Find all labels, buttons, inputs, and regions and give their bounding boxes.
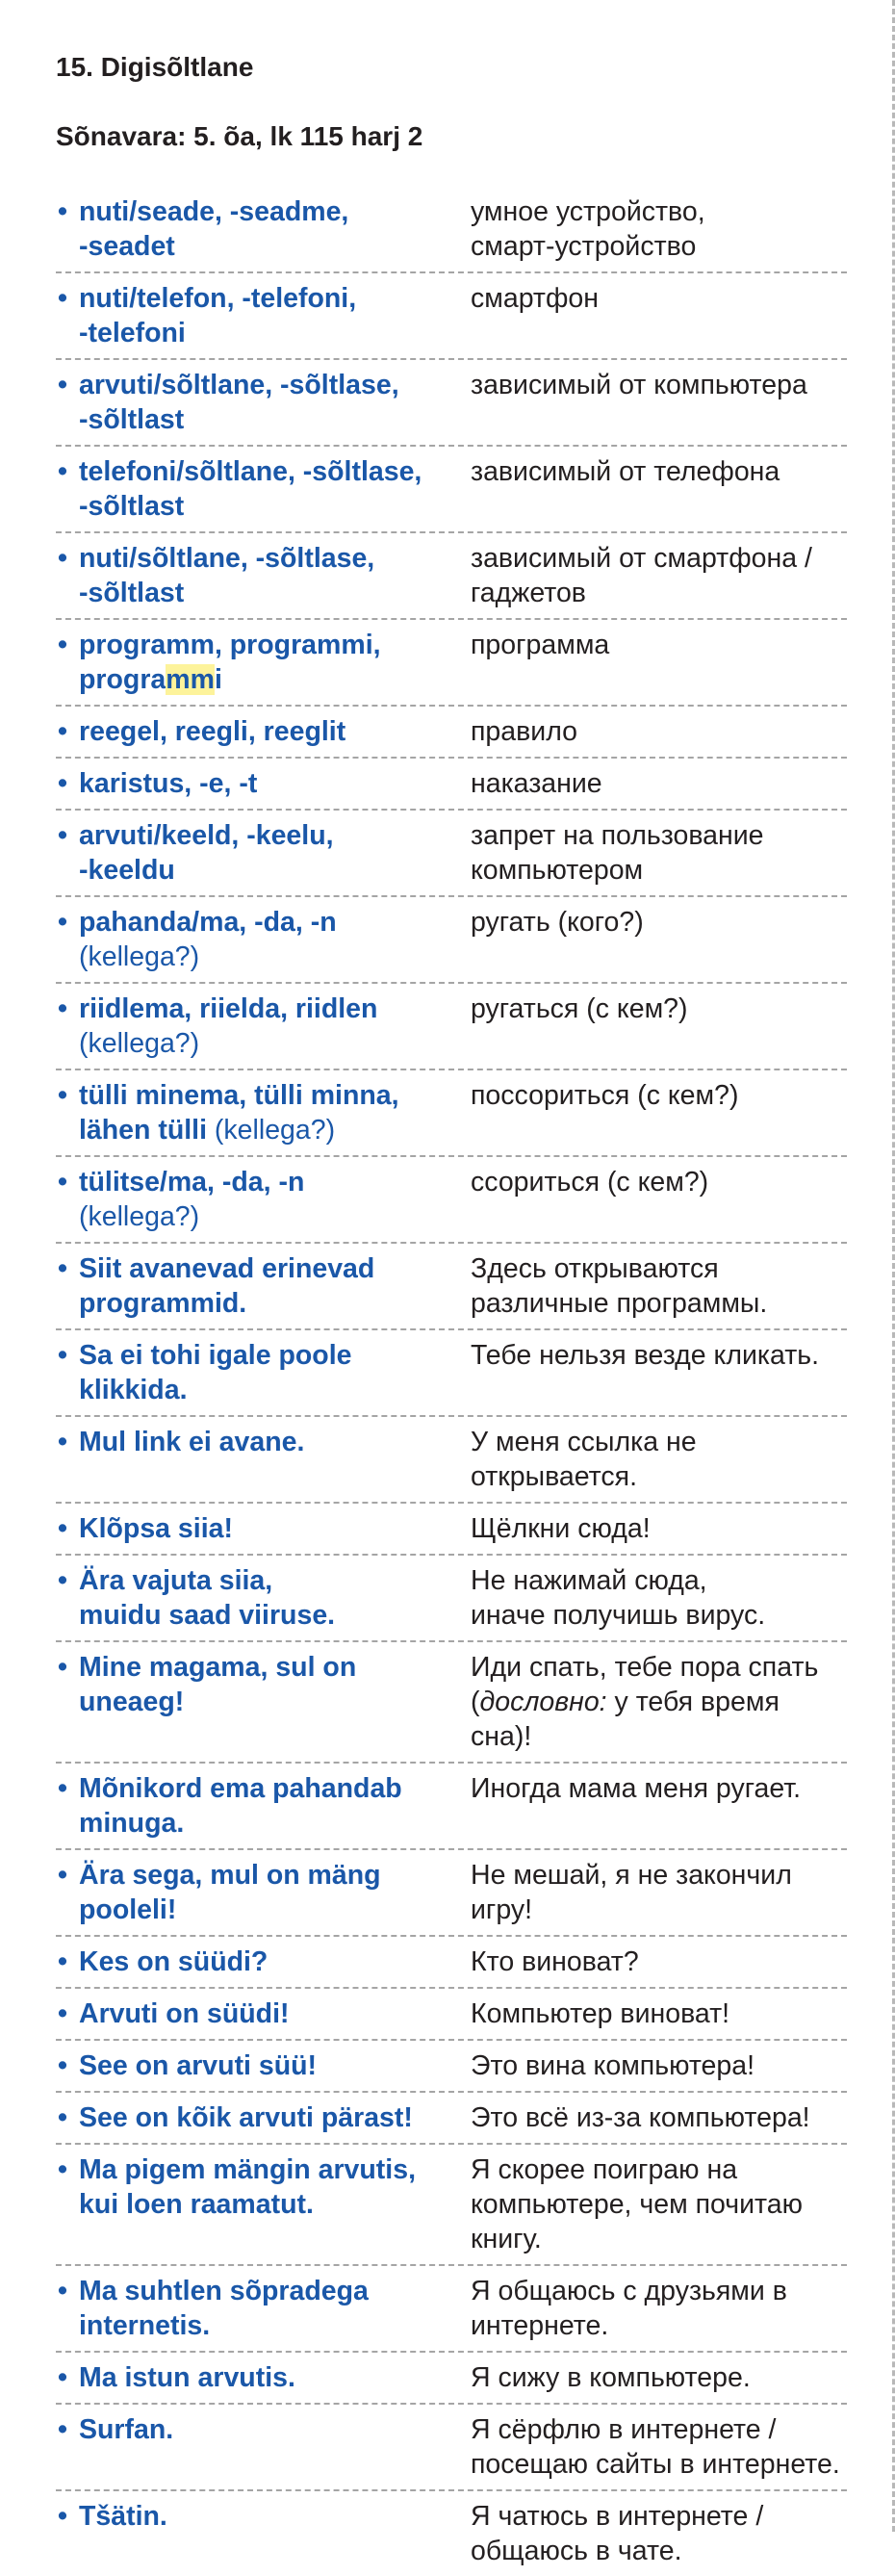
bullet-icon: • bbox=[58, 1080, 67, 1111]
bullet-icon: • bbox=[58, 2154, 67, 2185]
vocab-row bbox=[56, 1504, 847, 1556]
vocab-row bbox=[56, 1330, 847, 1417]
russian-translation-line: Я общаюсь с друзьями в bbox=[471, 2276, 787, 2306]
estonian-term bbox=[56, 2152, 465, 2256]
estonian-term bbox=[56, 1338, 465, 1407]
estonian-term bbox=[56, 818, 465, 888]
vocab-row bbox=[56, 1850, 847, 1937]
russian-translation-line: различные программы. bbox=[471, 1288, 768, 1319]
russian-translation-line: интернете. bbox=[471, 2310, 609, 2341]
bullet-icon: • bbox=[58, 283, 67, 314]
russian-translation bbox=[465, 541, 847, 610]
estonian-term bbox=[56, 1251, 465, 1321]
bullet-icon: • bbox=[58, 456, 67, 487]
russian-translation-line: Иногда мама меня ругает. bbox=[471, 1773, 802, 1804]
estonian-term bbox=[56, 628, 465, 697]
vocab-row bbox=[56, 897, 847, 984]
russian-translation-line: смартфон bbox=[471, 283, 600, 314]
russian-translation-line: посещаю сайты в интернете. bbox=[471, 2449, 840, 2480]
vocab-row bbox=[56, 1070, 847, 1157]
russian-translation-line: умное устройство, bbox=[471, 196, 705, 227]
russian-translation-line: Здесь открываются bbox=[471, 1253, 719, 1284]
russian-translation bbox=[465, 992, 847, 1061]
vocab-row bbox=[56, 1937, 847, 1989]
estonian-term bbox=[56, 281, 465, 350]
vocab-row bbox=[56, 273, 847, 360]
russian-translation-line: зависимый от компьютера bbox=[471, 370, 807, 400]
vocab-row bbox=[56, 187, 847, 273]
estonian-term-part: progra bbox=[79, 664, 166, 695]
russian-translation bbox=[465, 1338, 847, 1407]
russian-translation bbox=[465, 1078, 847, 1147]
russian-translation bbox=[465, 1251, 847, 1321]
russian-translation bbox=[465, 2274, 847, 2343]
russian-translation-line: гаджетов bbox=[471, 578, 586, 608]
estonian-term-line: Mul link ei avane. bbox=[79, 1427, 305, 1457]
russian-translation bbox=[465, 281, 847, 350]
russian-translation-line: ругать (кого?) bbox=[471, 907, 644, 938]
russian-translation bbox=[465, 766, 847, 801]
estonian-term-line: uneaeg! bbox=[79, 1687, 185, 1717]
russian-translation-line: Компьютер виноват! bbox=[471, 1998, 730, 2029]
bullet-icon: • bbox=[58, 1946, 67, 1977]
estonian-term bbox=[56, 2360, 465, 2395]
estonian-term-line: Ära vajuta siia, bbox=[79, 1565, 273, 1596]
estonian-term bbox=[56, 1425, 465, 1494]
estonian-term-line: Sa ei tohi igale poole bbox=[79, 1340, 352, 1371]
vocab-row bbox=[56, 620, 847, 707]
bullet-icon: • bbox=[58, 1167, 67, 1198]
estonian-term bbox=[56, 194, 465, 264]
russian-translation-line: У меня ссылка не bbox=[471, 1427, 697, 1457]
bullet-icon: • bbox=[58, 993, 67, 1024]
estonian-term-line: Klõpsa siia! bbox=[79, 1513, 233, 1544]
estonian-term bbox=[56, 766, 465, 801]
estonian-term-line: Siit avanevad erinevad bbox=[79, 1253, 375, 1284]
russian-translation bbox=[465, 1650, 847, 1754]
vocab-row bbox=[56, 360, 847, 447]
vocab-row bbox=[56, 447, 847, 533]
estonian-term-line: Ma suhtlen sõpradega bbox=[79, 2276, 369, 2306]
russian-translation bbox=[465, 2048, 847, 2083]
bullet-icon: • bbox=[58, 768, 67, 799]
estonian-term-line: Ma istun arvutis. bbox=[79, 2362, 295, 2393]
bullet-icon: • bbox=[58, 1565, 67, 1596]
russian-translation bbox=[465, 1511, 847, 1546]
russian-translation-line: смарт-устройство bbox=[471, 231, 697, 262]
russian-translation-line: игру! bbox=[471, 1894, 533, 1925]
bullet-icon: • bbox=[58, 2414, 67, 2445]
estonian-term-line: klikkida. bbox=[79, 1375, 188, 1405]
bullet-icon: • bbox=[58, 196, 67, 227]
estonian-term-line: programmid. bbox=[79, 1288, 247, 1319]
estonian-term-line: minuga. bbox=[79, 1808, 185, 1839]
estonian-term-line: kui loen raamatut. bbox=[79, 2189, 314, 2220]
estonian-term-line: -telefoni bbox=[79, 318, 186, 348]
bullet-icon: • bbox=[58, 2501, 67, 2532]
russian-translation-line: Тебе нельзя везде кликать. bbox=[471, 1340, 820, 1371]
estonian-term bbox=[56, 2499, 465, 2568]
bullet-icon: • bbox=[58, 1860, 67, 1891]
case-question-note: (kellega?) bbox=[207, 1115, 336, 1146]
russian-translation-line: Я скорее поиграю на bbox=[471, 2154, 738, 2185]
estonian-term-line: Ära sega, mul on mäng bbox=[79, 1860, 381, 1891]
bullet-icon: • bbox=[58, 370, 67, 400]
russian-translation-line: Я сёрфлю в интернете / bbox=[471, 2414, 777, 2445]
russian-translation bbox=[465, 905, 847, 974]
russian-translation-line: книгу. bbox=[471, 2224, 542, 2254]
bullet-icon: • bbox=[58, 820, 67, 851]
russian-translation bbox=[465, 1945, 847, 1979]
estonian-term-line: pahanda/ma, -da, -n bbox=[79, 907, 337, 938]
bullet-icon: • bbox=[58, 716, 67, 747]
estonian-term bbox=[56, 1650, 465, 1754]
vocab-row bbox=[56, 1417, 847, 1504]
russian-translation-line: Я сижу в компьютере. bbox=[471, 2362, 751, 2393]
vocab-row bbox=[56, 759, 847, 811]
estonian-term-line: programm, programmi, bbox=[79, 630, 381, 660]
estonian-term bbox=[56, 454, 465, 524]
vocab-row bbox=[56, 811, 847, 897]
vocab-row bbox=[56, 533, 847, 620]
estonian-term-line: tülli minema, tülli minna, bbox=[79, 1080, 399, 1111]
estonian-term-line: See on arvuti süü! bbox=[79, 2050, 318, 2081]
russian-translation-line: ругаться (с кем?) bbox=[471, 993, 688, 1024]
estonian-term-line: -seadet bbox=[79, 231, 175, 262]
russian-translation bbox=[465, 2412, 847, 2482]
section-title: 15. Digisõltlane bbox=[56, 52, 254, 82]
estonian-term-line: nuti/sõltlane, -sõltlase, bbox=[79, 543, 375, 574]
case-question-note: (kellega?) bbox=[79, 1201, 200, 1232]
vocab-row bbox=[56, 1642, 847, 1764]
estonian-term-line: Arvuti on süüdi! bbox=[79, 1998, 290, 2029]
bullet-icon: • bbox=[58, 1513, 67, 1544]
bullet-icon: • bbox=[58, 907, 67, 938]
estonian-term bbox=[56, 2100, 465, 2135]
russian-translation-line: зависимый от смартфона / bbox=[471, 543, 812, 574]
russian-translation bbox=[465, 1425, 847, 1494]
russian-translation bbox=[465, 454, 847, 524]
vocab-row bbox=[56, 1764, 847, 1850]
russian-translation bbox=[465, 1858, 847, 1927]
russian-translation-line: Иди спать, тебе пора спать bbox=[471, 1652, 819, 1683]
russian-translation-line: ссориться (с кем?) bbox=[471, 1167, 709, 1198]
vocab-row bbox=[56, 2093, 847, 2145]
bullet-icon: • bbox=[58, 1427, 67, 1457]
bullet-icon: • bbox=[58, 1773, 67, 1804]
bullet-icon: • bbox=[58, 1998, 67, 2029]
estonian-term bbox=[56, 1858, 465, 1927]
vocab-row bbox=[56, 1244, 847, 1330]
russian-translation-line: программа bbox=[471, 630, 610, 660]
estonian-term-line: -keeldu bbox=[79, 855, 175, 886]
russian-translation-line: наказание bbox=[471, 768, 602, 799]
estonian-term-line: Mõnikord ema pahandab bbox=[79, 1773, 402, 1804]
estonian-term-line: tülitse/ma, -da, -n bbox=[79, 1167, 305, 1198]
russian-translation bbox=[465, 1771, 847, 1841]
russian-translation-part: ( bbox=[471, 1687, 480, 1717]
vocab-row bbox=[56, 1989, 847, 2041]
estonian-term-line: -sõltlast bbox=[79, 404, 185, 435]
estonian-term-line: riidlema, riielda, riidlen bbox=[79, 993, 378, 1024]
bullet-icon: • bbox=[58, 1340, 67, 1371]
russian-translation bbox=[465, 628, 847, 697]
literal-translation-label: дословно: bbox=[479, 1687, 607, 1717]
russian-translation-line: правило bbox=[471, 716, 577, 747]
estonian-term-line: lähen tülli bbox=[79, 1115, 208, 1146]
vocabulary-page bbox=[56, 50, 847, 2576]
estonian-term bbox=[56, 2048, 465, 2083]
estonian-term-line: karistus, -e, -t bbox=[79, 768, 258, 799]
russian-translation bbox=[465, 2499, 847, 2568]
highlight-mark: mm bbox=[166, 664, 215, 695]
estonian-term-line: nuti/telefon, -telefoni, bbox=[79, 283, 357, 314]
estonian-term bbox=[56, 1563, 465, 1633]
estonian-term-line: See on kõik arvuti pärast! bbox=[79, 2102, 413, 2133]
russian-translation bbox=[465, 368, 847, 437]
estonian-term-line: nuti/seade, -seadme, bbox=[79, 196, 349, 227]
estonian-term-line: muidu saad viiruse. bbox=[79, 1600, 336, 1631]
russian-translation bbox=[465, 194, 847, 264]
estonian-term-line: Surfan. bbox=[79, 2414, 174, 2445]
russian-translation-line: открывается. bbox=[471, 1461, 637, 1492]
vocab-row bbox=[56, 2266, 847, 2353]
bullet-icon: • bbox=[58, 2050, 67, 2081]
estonian-term bbox=[56, 2274, 465, 2343]
estonian-term bbox=[56, 541, 465, 610]
russian-translation-line: Это вина компьютера! bbox=[471, 2050, 755, 2081]
estonian-term-line: Tšätin. bbox=[79, 2501, 167, 2532]
bullet-icon: • bbox=[58, 2362, 67, 2393]
russian-translation-line: компьютере, чем почитаю bbox=[471, 2189, 803, 2220]
estonian-term-line: telefoni/sõltlane, -sõltlase, bbox=[79, 456, 422, 487]
bullet-icon: • bbox=[58, 1253, 67, 1284]
estonian-term-line: internetis. bbox=[79, 2310, 211, 2341]
russian-translation-line: компьютером bbox=[471, 855, 644, 886]
russian-translation bbox=[465, 2360, 847, 2395]
russian-translation-line: зависимый от телефона bbox=[471, 456, 780, 487]
estonian-term-highlighted-form bbox=[79, 664, 222, 695]
estonian-term bbox=[56, 714, 465, 749]
estonian-term-part: i bbox=[214, 664, 222, 695]
estonian-term bbox=[56, 1511, 465, 1546]
russian-translation bbox=[465, 2152, 847, 2256]
russian-translation-line: Не мешай, я не закончил bbox=[471, 1860, 792, 1891]
estonian-term bbox=[56, 992, 465, 1061]
estonian-term bbox=[56, 1945, 465, 1979]
estonian-term bbox=[56, 2412, 465, 2482]
russian-translation-line: запрет на пользование bbox=[471, 820, 764, 851]
vocab-row bbox=[56, 984, 847, 1070]
estonian-term bbox=[56, 1165, 465, 1234]
estonian-term-line: -sõltlast bbox=[79, 491, 185, 522]
estonian-term-line: Mine magama, sul on bbox=[79, 1652, 357, 1683]
estonian-term-line: -sõltlast bbox=[79, 578, 185, 608]
russian-translation bbox=[465, 2100, 847, 2135]
vocabulary-list bbox=[56, 187, 847, 2576]
russian-translation-line: Кто виноват? bbox=[471, 1946, 639, 1977]
estonian-term-line: reegel, reegli, reeglit bbox=[79, 716, 346, 747]
bullet-icon: • bbox=[58, 1652, 67, 1683]
vocab-row bbox=[56, 2353, 847, 2405]
russian-translation-line: Это всё из-за компьютера! bbox=[471, 2102, 810, 2133]
russian-translation-line: Я чатюсь в интернете / bbox=[471, 2501, 764, 2532]
estonian-term bbox=[56, 368, 465, 437]
estonian-term bbox=[56, 905, 465, 974]
estonian-term-line: Ma pigem mängin arvutis, bbox=[79, 2154, 416, 2185]
russian-translation bbox=[465, 714, 847, 749]
vocab-row bbox=[56, 2041, 847, 2093]
estonian-term bbox=[56, 1078, 465, 1147]
estonian-term-line: arvuti/sõltlane, -sõltlase, bbox=[79, 370, 399, 400]
estonian-term bbox=[56, 1996, 465, 2031]
russian-translation-line: поссориться (с кем?) bbox=[471, 1080, 739, 1111]
case-question-note: (kellega?) bbox=[79, 1028, 200, 1059]
vocab-row bbox=[56, 2491, 847, 2576]
estonian-term-line: arvuti/keeld, -keelu, bbox=[79, 820, 334, 851]
estonian-term bbox=[56, 1771, 465, 1841]
russian-translation-line: иначе получишь вирус. bbox=[471, 1600, 766, 1631]
russian-translation-line: Не нажимай сюда, bbox=[471, 1565, 707, 1596]
bullet-icon: • bbox=[58, 630, 67, 660]
russian-translation bbox=[465, 1996, 847, 2031]
russian-translation-part: у тебя время сна)! bbox=[471, 1687, 780, 1752]
bullet-icon: • bbox=[58, 2276, 67, 2306]
vocab-row bbox=[56, 2405, 847, 2491]
russian-translation bbox=[465, 818, 847, 888]
bullet-icon: • bbox=[58, 543, 67, 574]
russian-translation-line: Щёлкни сюда! bbox=[471, 1513, 651, 1544]
russian-translation bbox=[465, 1165, 847, 1234]
vocab-row bbox=[56, 1556, 847, 1642]
estonian-term-line: Kes on süüdi? bbox=[79, 1946, 268, 1977]
vocab-row bbox=[56, 2145, 847, 2266]
estonian-term-line: pooleli! bbox=[79, 1894, 177, 1925]
russian-translation-line: общаюсь в чате. bbox=[471, 2536, 682, 2566]
vocab-row bbox=[56, 1157, 847, 1244]
vocab-row bbox=[56, 707, 847, 759]
vocabulary-heading: Sõnavara: 5. õa, lk 115 harj 2 bbox=[56, 121, 423, 151]
bullet-icon: • bbox=[58, 2102, 67, 2133]
russian-translation bbox=[465, 1563, 847, 1633]
case-question-note: (kellega?) bbox=[79, 941, 200, 972]
